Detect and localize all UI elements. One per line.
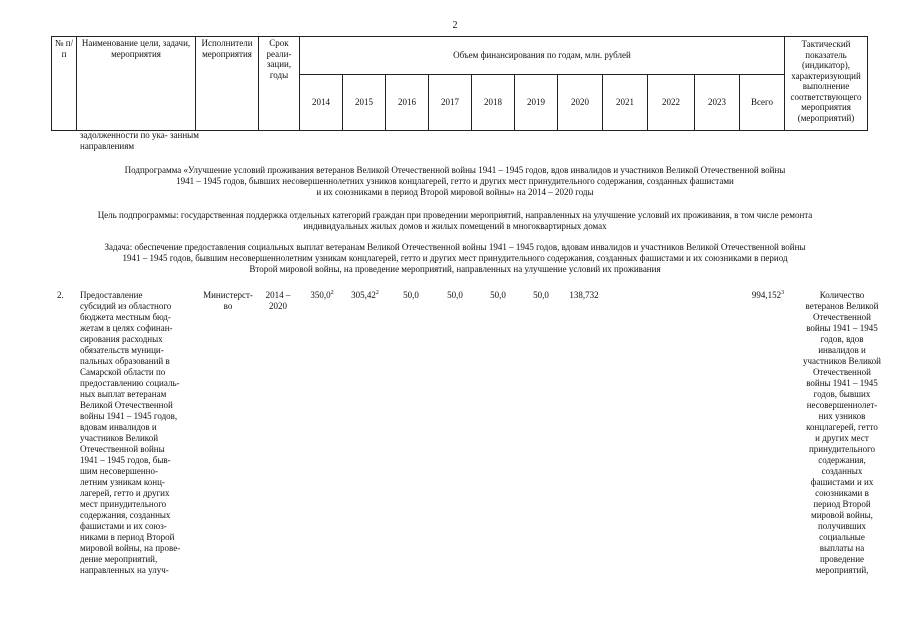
page-number: 2: [452, 20, 458, 31]
name-line: содержания, созданных: [80, 510, 171, 520]
indicator-line: Отечественной: [812, 312, 872, 322]
indicator-line: получивших: [817, 521, 867, 531]
indicator-line: проведение: [819, 554, 865, 564]
name-line: Великой Отечественной: [80, 400, 173, 410]
year-2017-header: 2017: [429, 75, 472, 131]
value-2018: 50,0: [490, 290, 506, 300]
name-line: участников Великой: [80, 433, 159, 443]
term-line: 2020: [269, 301, 287, 311]
indicator-line: мероприятий,: [815, 565, 869, 575]
executor-line: Министерст-: [203, 290, 253, 300]
name-line: Отечественной войны: [80, 444, 165, 454]
name-line: никами в период Второй: [80, 532, 175, 542]
col-indicator-header: Тактический показатель (индикатор), характеризующий выполнение соответствующего мероприятия (мероприятий): [785, 37, 868, 131]
value-2015: 305,42$^2$: [351, 290, 379, 300]
indicator-line: войны 1941 – 1945: [806, 378, 878, 388]
subprogram-line: и их союзниками в период Второй мировой войны» на 2014 – 2020 годы: [316, 187, 594, 197]
name-line: бюджета местным бюд-: [80, 312, 171, 322]
indicator-line: мировой войны,: [811, 510, 873, 520]
value-2020: 138,732: [569, 290, 599, 300]
name-line: дение мероприятий,: [80, 554, 158, 564]
name-line: мест принудительного: [80, 499, 167, 509]
name-line: летним узникам конц-: [80, 477, 165, 487]
row-indicator: [797, 290, 887, 576]
goal-line: индивидуальных жилых домов и жилых помещений в многоквартирных домах: [303, 221, 607, 231]
year-2018-header: 2018: [472, 75, 515, 131]
indicator-line: союзниками в: [815, 488, 869, 498]
indicator-line: принудительного: [808, 444, 876, 454]
name-line: сирования расходных: [80, 334, 163, 344]
indicator-line: созданных: [821, 466, 863, 476]
col-term-header: Срок реали- зации, годы: [259, 37, 300, 131]
name-line: фашистами и их союз-: [80, 521, 167, 531]
subprogram-title: [60, 165, 850, 198]
value-2014: 350,0$^2$: [310, 290, 334, 300]
indicator-line: социальные: [819, 532, 865, 542]
value-total: 994,152$^3$: [751, 290, 785, 300]
year-2016-header: 2016: [386, 75, 429, 131]
col-funding-header: Объем финансирования по годам, млн. рублей: [300, 37, 785, 75]
name-line: обязательств муници-: [80, 345, 164, 355]
value-2016: 50,0: [403, 290, 419, 300]
indicator-line: инвалидов и: [818, 345, 866, 355]
task-line: 1941 – 1945 годов, бывшим несовершеннолетним узникам концлагерей, гетто и других мест принудительного содержания, созданных фашистами и их союзниками в период: [122, 253, 788, 263]
indicator-line: участников Великой: [802, 356, 882, 366]
row-term: [262, 290, 294, 312]
indicator-line: войны 1941 – 1945: [806, 323, 878, 333]
name-line: Самарской области по: [80, 367, 166, 377]
col-executors-header: Исполнители мероприятия: [196, 37, 259, 131]
col-name-header: Наименование цели, задачи, мероприятия: [77, 37, 196, 131]
row-name: [80, 290, 196, 576]
name-line: направленных на улуч-: [80, 565, 169, 575]
subprogram-task: [60, 242, 850, 275]
term-line: 2014 –: [265, 290, 291, 300]
indicator-line: и других мест: [815, 433, 869, 443]
value-2017: 50,0: [447, 290, 463, 300]
col-num-header: № п/п: [52, 37, 77, 131]
name-line: 1941 – 1945 годов, быв-: [80, 455, 171, 465]
goal-line: Цель подпрограммы: государственная поддержка отдельных категорий граждан при проведении мероприятий, направленных на улучшение условий их проживания, в том числе ремонта: [97, 210, 813, 220]
indicator-line: них узников: [818, 411, 866, 421]
name-line: лагерей, гетто и других: [80, 488, 170, 498]
year-2019-header: 2019: [515, 75, 558, 131]
task-line: Второй мировой войны, на проведение мероприятий, направленных на улучшение условий их проживания: [249, 264, 661, 274]
indicator-line: годов, бывших: [813, 389, 871, 399]
indicator-line: Отечественной: [812, 367, 872, 377]
executor-line: во: [223, 301, 233, 311]
task-line: Задача: обеспечение предоставления социальных выплат ветеранам Великой Отечественной войны 1941 – 1945 годов, вдовам инвалидов и участников Великой Отечественной войны: [104, 242, 806, 252]
indicator-line: ветеранов Великой: [805, 301, 879, 311]
row-executor: [199, 290, 257, 312]
indicator-line: Количество: [819, 290, 865, 300]
name-line: Предоставление: [80, 290, 143, 300]
year-2020-header: 2020: [558, 75, 603, 131]
total-header: Всего: [740, 75, 785, 131]
subprogram-line: Подпрограмма «Улучшение условий проживания ветеранов Великой Отечественной войны 1941 – 1945 годов, вдов инвалидов и участников Великой Отечественной войны: [124, 165, 786, 175]
value-2019: 50,0: [533, 290, 549, 300]
name-line: ных выплат ветеранам: [80, 389, 167, 399]
indicator-line: концлагерей, гетто: [806, 422, 878, 432]
subprogram-line: 1941 – 1945 годов, бывших несовершеннолетних узников концлагерей, гетто и других мест принудительного содержания, созданных фашистами: [176, 176, 734, 186]
indicator-line: период Второй: [813, 499, 871, 509]
continuation-text: задолженности по ука- занным направлениям: [80, 130, 199, 151]
name-line: вдовам инвалидов и: [80, 422, 157, 432]
indicator-line: выплаты на: [819, 543, 865, 553]
name-line: пальных образований в: [80, 356, 170, 366]
indicator-line: фашистами и их: [810, 477, 874, 487]
indicator-line: годов, вдов: [820, 334, 864, 344]
name-line: жетам в целях софинан-: [80, 323, 173, 333]
indicator-line: несовершеннолет-: [806, 400, 878, 410]
name-line: субсидий из областного: [80, 301, 172, 311]
year-2015-header: 2015: [343, 75, 386, 131]
year-2022-header: 2022: [648, 75, 695, 131]
name-line: войны 1941 – 1945 годов,: [80, 411, 178, 421]
year-2023-header: 2023: [695, 75, 740, 131]
row-number: 2.: [57, 290, 64, 300]
subprogram-goal: [60, 210, 850, 232]
name-line: мировой войны, на прове-: [80, 543, 181, 553]
name-line: предоставлению социаль-: [80, 378, 180, 388]
year-2014-header: 2014: [300, 75, 343, 131]
header-table: [51, 36, 868, 131]
indicator-line: содержания,: [818, 455, 866, 465]
name-line: шим несовершенно-: [80, 466, 158, 476]
year-2021-header: 2021: [603, 75, 648, 131]
